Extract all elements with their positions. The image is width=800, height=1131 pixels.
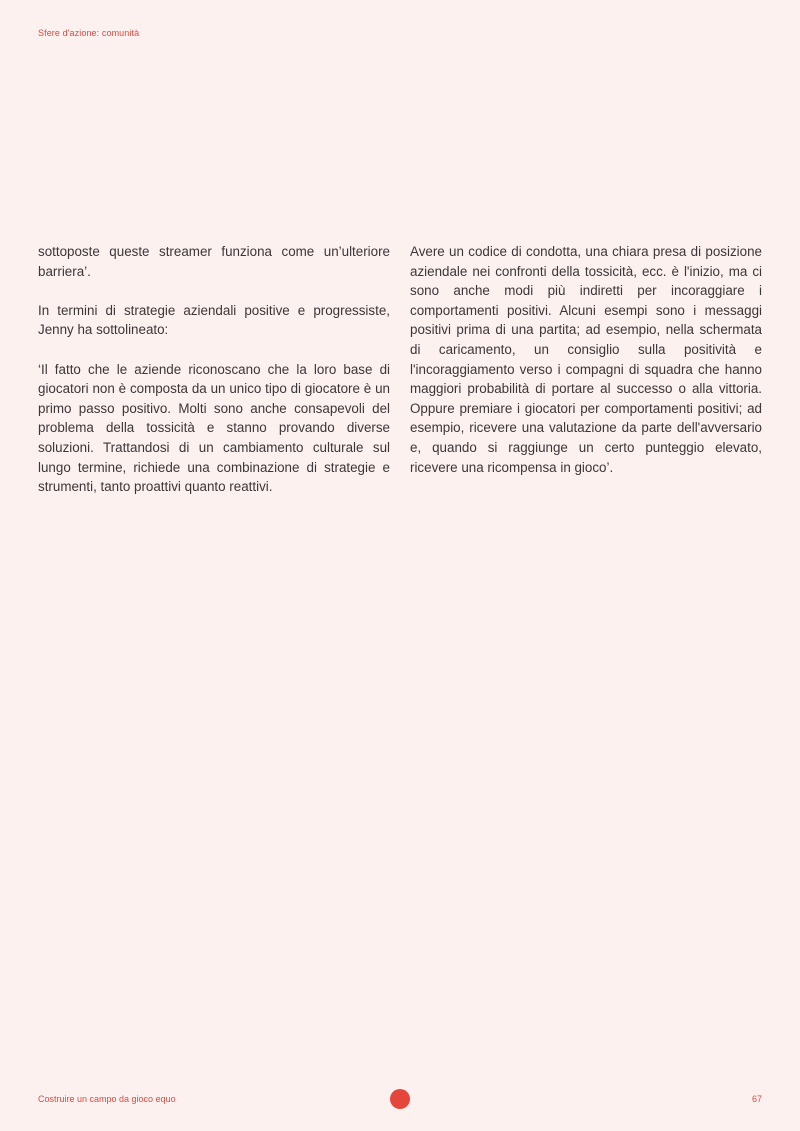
left-text-column	[38, 242, 390, 516]
section-header: Sfere d'azione: comunità	[38, 28, 140, 38]
paragraph: sottoposte queste streamer funziona come un’ulteriore barriera’.	[38, 244, 390, 279]
footer-publication-title: Costruire un campo da gioco equo	[38, 1094, 176, 1104]
paragraph: Avere un codice di condotta, una chiara presa di posizione aziendale nei confronti della tossicità, ecc. è l'inizio, ma ci sono anche modi più indiretti per incoraggiare i comportamenti positivi. Alcuni esempi sono i messaggi positivi prima di una partita; ad esempio, nella schermata di caricamento, un consiglio sulla positività e l'incoraggiamento verso i compagni di squadra che hanno maggiori probabilità di portare al successo o alla vittoria. Oppure premiare i giocatori per comportamenti positivi; ad esempio, ricevere una valutazione da parte dell'avversario e, quando si raggiunge un certo punteggio elevato, ricevere una ricompensa in gioco’.	[410, 244, 762, 475]
paragraph: ‘Il fatto che le aziende riconoscano che la loro base di giocatori non è composta da un unico tipo di giocatore è un primo passo positivo. Molti sono anche consapevoli del problema della tossicità e stanno provando diverse soluzioni. Trattandosi di un cambiamento culturale sul lungo termine, richiede una combinazione di strategie e strumenti, tanto proattivi quanto reattivi.	[38, 361, 390, 495]
paragraph: In termini di strategie aziendali positive e progressiste, Jenny ha sottolineato:	[38, 302, 390, 338]
page-number: 67	[751, 1094, 762, 1104]
right-text-column	[410, 242, 762, 497]
footer-dot-icon	[390, 1089, 410, 1109]
